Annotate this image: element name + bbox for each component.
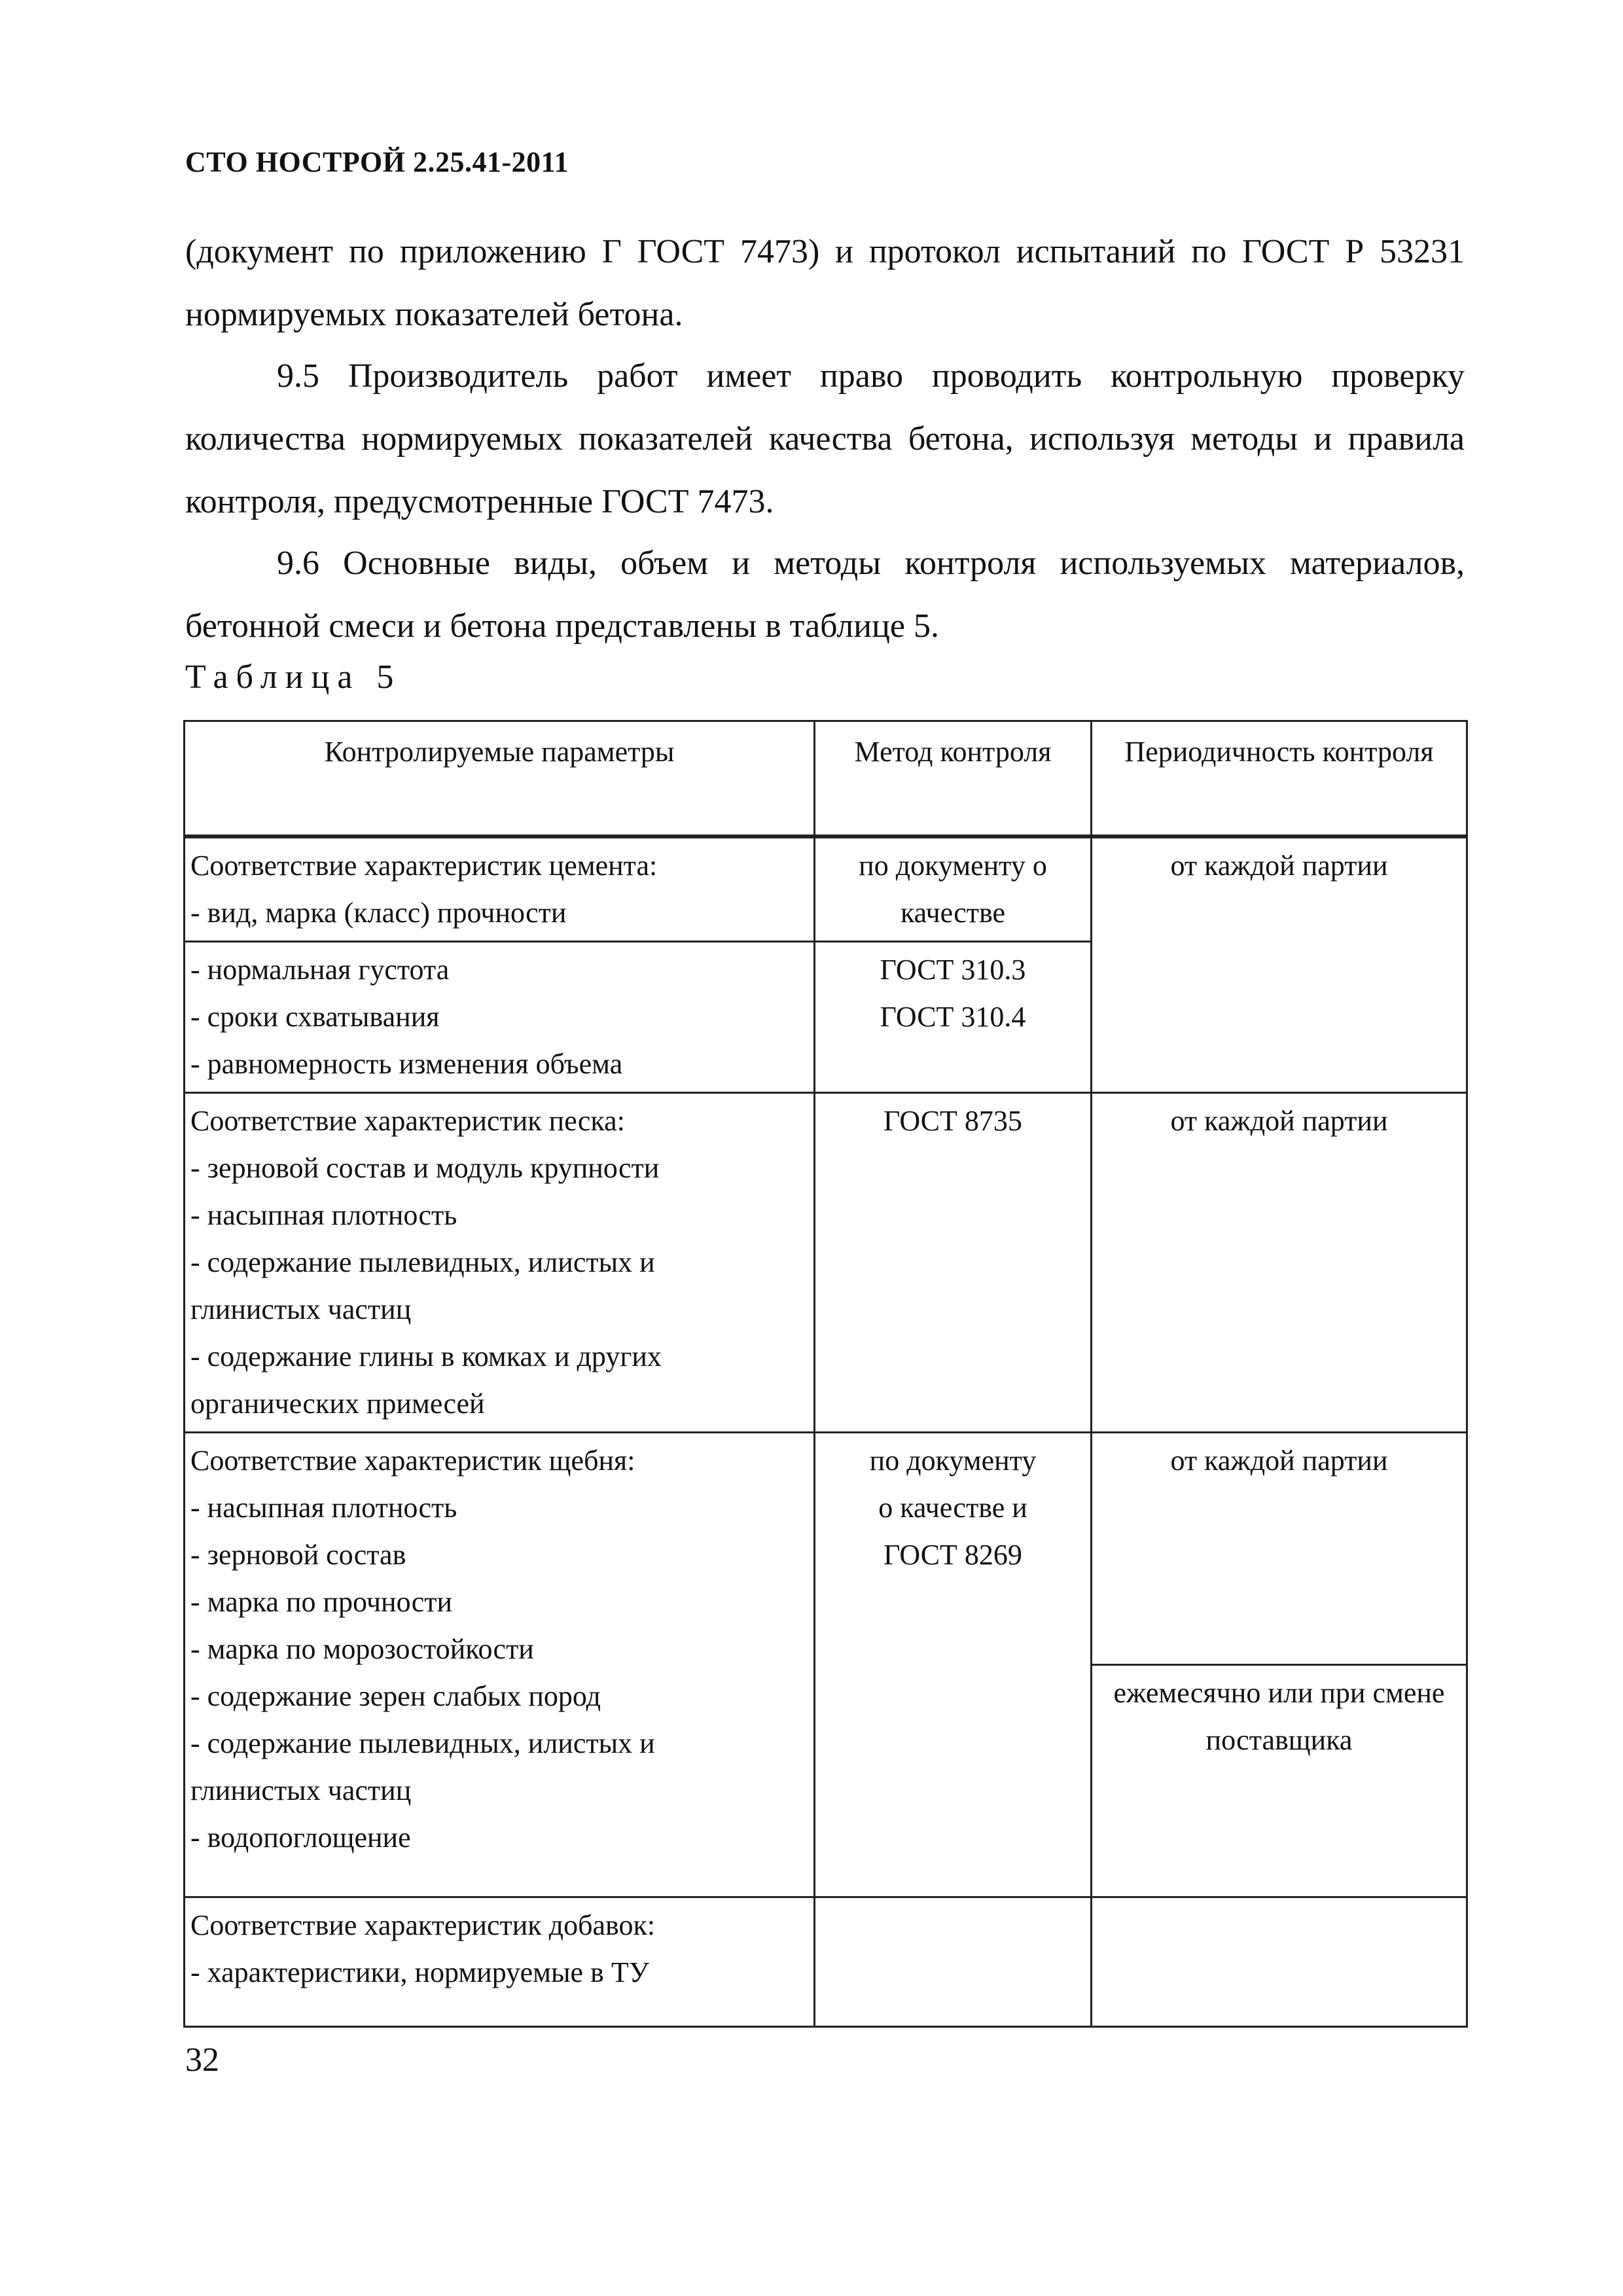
document-header: СТО НОСТРОЙ 2.25.41-2011 bbox=[185, 146, 569, 178]
control-table bbox=[183, 720, 1468, 2028]
cell-line: - содержание пылевидных, илистых и bbox=[190, 1246, 655, 1278]
cell-line: - сроки схватывания bbox=[190, 1001, 440, 1033]
cell-method bbox=[815, 1897, 1092, 2027]
cell-line: Соответствие характеристик песка: bbox=[190, 1105, 625, 1137]
table-row-gravel-a bbox=[185, 1433, 1467, 1665]
cell-line: - содержание глины в комках и других bbox=[190, 1340, 662, 1372]
cell-params bbox=[185, 1897, 815, 2027]
cell-line: - вид, марка (класс) прочности bbox=[190, 897, 567, 929]
cell-period: от каждой партии bbox=[1092, 836, 1467, 1093]
cell-line: поставщика bbox=[1205, 1724, 1353, 1756]
cell-line: по документу о bbox=[859, 850, 1047, 882]
cell-line: ГОСТ 310.4 bbox=[880, 1001, 1026, 1033]
cell-params bbox=[185, 1433, 815, 1897]
cell-params bbox=[185, 1093, 815, 1433]
cell-line: Соответствие характеристик щебня: bbox=[190, 1444, 635, 1477]
cell-line: - характеристики, нормируемые в ТУ bbox=[190, 1956, 649, 1988]
paragraph-continuation: (документ по приложению Г ГОСТ 7473) и протокол испытаний по ГОСТ Р 53231 нормируемых показателей бетона. bbox=[185, 233, 1465, 333]
cell-line: - равномерность изменения объема bbox=[190, 1048, 623, 1080]
cell-line: глинистых частиц bbox=[190, 1293, 412, 1325]
cell-line: - марка по морозостойкости bbox=[190, 1633, 534, 1665]
table-row-cement-a bbox=[185, 836, 1467, 942]
cell-period bbox=[1092, 1897, 1467, 2027]
cell-period bbox=[1092, 1665, 1467, 1897]
cell-line: - содержание пылевидных, илистых и bbox=[190, 1727, 655, 1759]
cell-method: ГОСТ 8735 bbox=[815, 1093, 1092, 1433]
cell-method bbox=[815, 1433, 1092, 1897]
cell-line: - зерновой состав bbox=[190, 1539, 406, 1571]
header-period: Периодичность контроля bbox=[1092, 721, 1467, 837]
table-header-row bbox=[185, 721, 1467, 837]
cell-line: ГОСТ 310.3 bbox=[880, 954, 1026, 986]
header-params: Контролируемые параметры bbox=[185, 721, 815, 837]
cell-params bbox=[185, 942, 815, 1093]
cell-period: от каждой партии bbox=[1092, 1093, 1467, 1433]
cell-line: органических примесей bbox=[190, 1388, 485, 1420]
cell-line: - водопоглощение bbox=[190, 1821, 411, 1854]
page-number: 32 bbox=[185, 2041, 219, 2079]
table-row-additives bbox=[185, 1897, 1467, 2027]
paragraph-9-6: 9.6 Основные виды, объем и методы контроля используемых материалов, бетонной смеси и бетона представлены в таблице 5. bbox=[185, 545, 1465, 645]
cell-line: - насыпная плотность bbox=[190, 1492, 457, 1524]
cell-line: ГОСТ 8269 bbox=[883, 1539, 1022, 1571]
cell-params bbox=[185, 836, 815, 942]
table-caption: Таблица 5 bbox=[185, 658, 402, 696]
cell-line: - марка по прочности bbox=[190, 1586, 452, 1618]
cell-line: по документу bbox=[869, 1444, 1037, 1477]
cell-line: - содержание зерен слабых пород bbox=[190, 1680, 601, 1712]
cell-line: о качестве и bbox=[878, 1492, 1027, 1524]
paragraph-9-5: 9.5 Производитель работ имеет право проводить контрольную проверку количества нормируемых показателей качества бетона, используя методы и правила контроля, предусмотренные ГОСТ 7473. bbox=[185, 357, 1465, 520]
cell-line: качестве bbox=[900, 897, 1006, 929]
cell-method bbox=[815, 942, 1092, 1093]
cell-line: - нормальная густота bbox=[190, 954, 450, 986]
cell-line: - зерновой состав и модуль крупности bbox=[190, 1152, 660, 1184]
header-method: Метод контроля bbox=[815, 721, 1092, 837]
cell-line: - насыпная плотность bbox=[190, 1199, 457, 1231]
cell-line: ежемесячно или при смене bbox=[1113, 1677, 1445, 1709]
table-row-sand bbox=[185, 1093, 1467, 1433]
cell-method bbox=[815, 836, 1092, 942]
cell-line: Соответствие характеристик цемента: bbox=[190, 850, 658, 882]
cell-line: глинистых частиц bbox=[190, 1774, 412, 1806]
cell-period: от каждой партии bbox=[1092, 1433, 1467, 1665]
cell-line: Соответствие характеристик добавок: bbox=[190, 1909, 656, 1941]
